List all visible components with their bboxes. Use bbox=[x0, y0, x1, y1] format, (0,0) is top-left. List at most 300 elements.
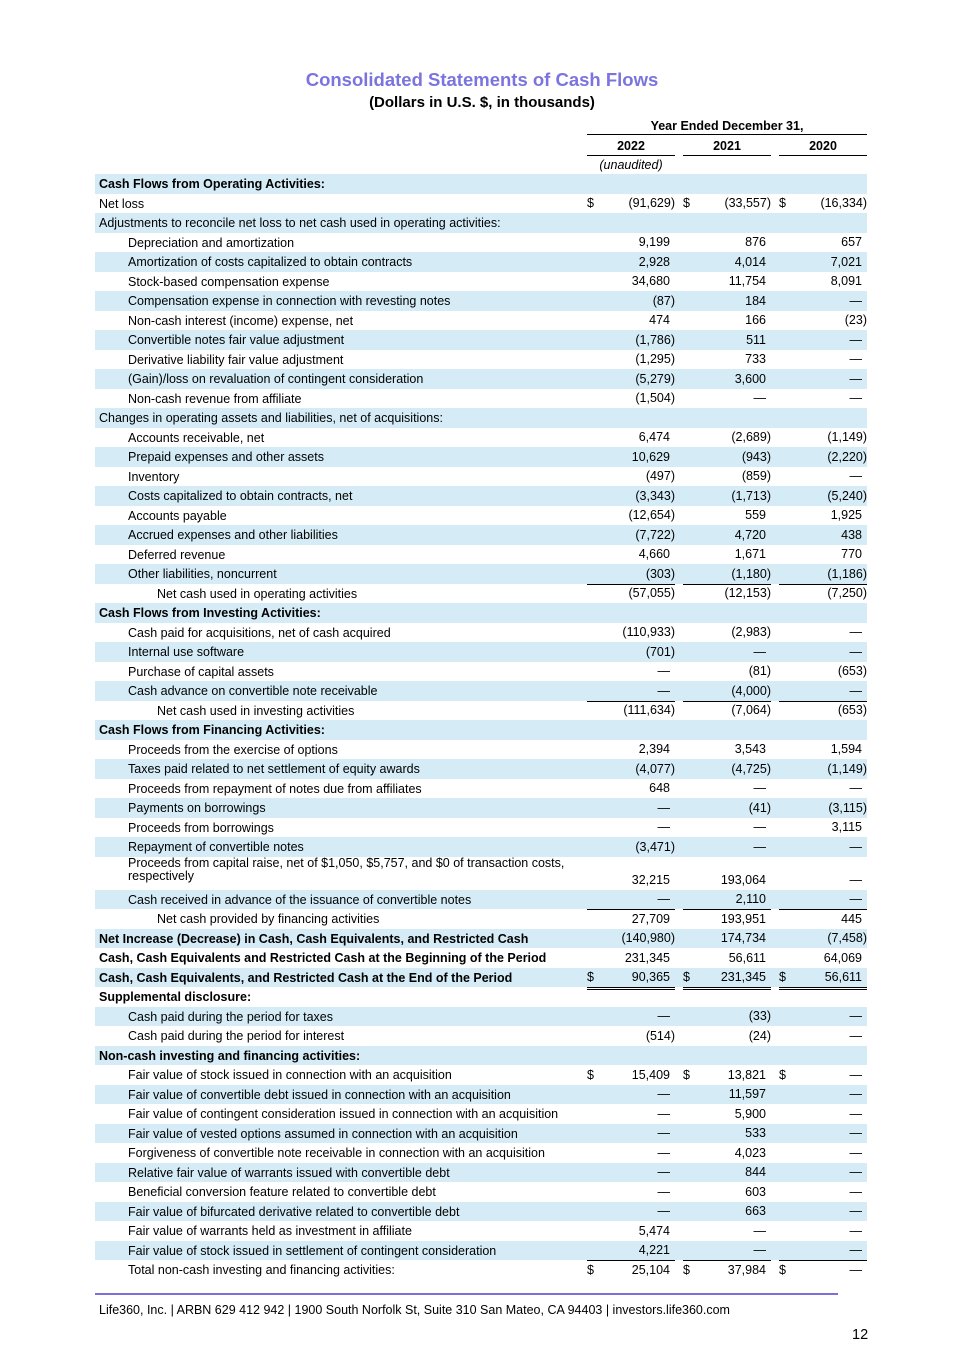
cell-value: 559 bbox=[745, 508, 766, 522]
table-row bbox=[95, 798, 867, 818]
value-cell bbox=[779, 1260, 867, 1280]
value-cell bbox=[779, 194, 867, 214]
cell-value: — bbox=[849, 1106, 862, 1121]
table-row bbox=[95, 890, 867, 910]
row-label: Fair value of bifurcated derivative related to convertible debt bbox=[128, 1204, 460, 1219]
row-label: Cash advance on convertible note receivable bbox=[128, 684, 378, 698]
cell-value: 1,594 bbox=[830, 742, 862, 756]
cell-value: — bbox=[849, 391, 862, 405]
cell-value: 166 bbox=[745, 313, 766, 327]
row-label: Inventory bbox=[128, 469, 180, 484]
cell-value: (4,077) bbox=[635, 761, 675, 776]
value-cell bbox=[779, 1143, 867, 1163]
footer-rule bbox=[95, 1293, 838, 1295]
table-row bbox=[95, 1202, 867, 1222]
row-label: Cash paid for acquisitions, net of cash acquired bbox=[128, 625, 391, 640]
row-label: Relative fair value of warrants issued with convertible debt bbox=[128, 1165, 450, 1180]
cell-value: (4,000) bbox=[731, 683, 771, 698]
table-row bbox=[95, 740, 867, 760]
cell-value: — bbox=[657, 1165, 670, 1179]
value-cell bbox=[683, 1026, 771, 1046]
row-label: Compensation expense in connection with revesting notes bbox=[128, 294, 451, 308]
row-label: Amortization of costs capitalized to obtain contracts bbox=[128, 255, 413, 269]
cell-value: — bbox=[753, 391, 766, 405]
value-cell bbox=[779, 948, 867, 969]
value-cell bbox=[587, 818, 675, 838]
table-row bbox=[95, 1085, 867, 1105]
cell-value: — bbox=[849, 371, 862, 386]
row-label: Cash received in advance of the issuance of convertible notes bbox=[128, 892, 472, 907]
row-label: Fair value of stock issued in settlement of contingent consideration bbox=[128, 1243, 497, 1258]
row-label: Other liabilities, noncurrent bbox=[128, 567, 277, 581]
value-cell bbox=[683, 564, 771, 585]
table-row bbox=[95, 272, 867, 292]
cell-value: (2,983) bbox=[731, 625, 771, 639]
value-cell bbox=[587, 798, 675, 818]
cell-value: 2,110 bbox=[735, 892, 766, 906]
cell-value: (2,689) bbox=[731, 430, 771, 444]
value-cell bbox=[779, 506, 867, 526]
cell-value: (4,725) bbox=[731, 761, 771, 776]
table-row bbox=[95, 1026, 867, 1046]
value-cell bbox=[779, 486, 867, 506]
cell-value: 15,409 bbox=[631, 1067, 670, 1082]
row-label: Proceeds from capital raise, net of $1,050, $5,757, and $0 of transaction costs, respectively bbox=[128, 855, 565, 883]
value-cell bbox=[587, 681, 675, 702]
cell-value: 876 bbox=[745, 235, 766, 249]
value-cell bbox=[779, 428, 867, 448]
cell-value: 32,215 bbox=[631, 872, 670, 887]
table-row bbox=[95, 818, 867, 838]
cell-value: (41) bbox=[748, 800, 771, 815]
value-cell bbox=[587, 545, 675, 565]
cell-value: 25,104 bbox=[631, 1262, 670, 1277]
cell-value: — bbox=[657, 1184, 670, 1199]
value-cell bbox=[779, 1202, 867, 1222]
value-cell bbox=[779, 929, 867, 949]
cell-value: 4,221 bbox=[638, 1243, 670, 1257]
cell-value: (81) bbox=[748, 664, 771, 678]
cell-value: — bbox=[657, 1087, 670, 1101]
cell-value: (12,654) bbox=[628, 508, 675, 522]
value-cell bbox=[779, 909, 867, 930]
value-cell bbox=[779, 564, 867, 585]
cell-value: 844 bbox=[745, 1165, 766, 1179]
cell-value: (653) bbox=[837, 703, 867, 717]
value-cell bbox=[683, 389, 771, 409]
value-cell bbox=[587, 662, 675, 682]
value-cell bbox=[683, 1163, 771, 1183]
value-cell bbox=[779, 740, 867, 760]
row-label: Payments on borrowings bbox=[128, 801, 266, 815]
value-cell bbox=[683, 798, 771, 818]
cell-value: 445 bbox=[841, 911, 862, 926]
cell-value: (1,295) bbox=[635, 352, 675, 366]
value-cell bbox=[683, 623, 771, 643]
value-cell bbox=[587, 759, 675, 779]
row-label: Costs capitalized to obtain contracts, net bbox=[128, 489, 353, 503]
cell-value: — bbox=[657, 1126, 670, 1140]
row-label: Cash paid during the period for taxes bbox=[128, 1009, 333, 1024]
row-label: Proceeds from the exercise of options bbox=[128, 742, 338, 757]
cell-value: 193,951 bbox=[720, 911, 766, 926]
row-label: Fair value of vested options assumed in connection with an acquisition bbox=[128, 1126, 518, 1141]
page-title: Consolidated Statements of Cash Flows bbox=[305, 69, 659, 90]
row-label: Cash paid during the period for interest bbox=[128, 1029, 345, 1043]
row-label: Deferred revenue bbox=[128, 547, 226, 562]
cell-value: — bbox=[753, 1223, 766, 1238]
cell-value: — bbox=[657, 1204, 670, 1218]
table-row bbox=[95, 1104, 867, 1124]
value-cell bbox=[587, 837, 675, 857]
cell-value: 4,023 bbox=[734, 1145, 766, 1160]
value-cell bbox=[587, 1260, 675, 1280]
value-cell bbox=[683, 642, 771, 662]
value-cell bbox=[683, 584, 771, 605]
value-cell bbox=[683, 252, 771, 272]
value-cell bbox=[683, 194, 771, 214]
value-cell bbox=[587, 194, 675, 214]
dollar-sign: $ bbox=[683, 1262, 690, 1277]
row-label: Accounts receivable, net bbox=[128, 430, 265, 445]
value-cell bbox=[779, 1182, 867, 1202]
value-cell bbox=[779, 623, 867, 643]
value-cell bbox=[683, 1065, 771, 1085]
cell-value: — bbox=[849, 1126, 862, 1140]
value-cell bbox=[587, 1182, 675, 1202]
dollar-sign: $ bbox=[683, 1067, 690, 1082]
value-cell bbox=[779, 798, 867, 818]
cell-value: (1,713) bbox=[731, 488, 771, 503]
value-cell bbox=[683, 506, 771, 526]
row-label: Cash, Cash Equivalents and Restricted Cash at the Beginning of the Period bbox=[99, 951, 547, 965]
row-label: Repayment of convertible notes bbox=[128, 840, 304, 854]
cell-value: (23) bbox=[844, 313, 867, 327]
value-cell bbox=[587, 252, 675, 272]
row-label: Net Increase (Decrease) in Cash, Cash Equivalents, and Restricted Cash bbox=[99, 931, 529, 946]
value-cell bbox=[683, 948, 771, 969]
table-row bbox=[95, 987, 867, 1007]
row-label: Changes in operating assets and liabilities, net of acquisitions: bbox=[99, 411, 443, 425]
cell-value: 56,611 bbox=[728, 950, 766, 965]
period-header: Year Ended December 31, bbox=[650, 119, 804, 133]
value-cell bbox=[779, 642, 867, 662]
table-row bbox=[95, 330, 867, 350]
value-cell bbox=[683, 447, 771, 467]
table-row bbox=[95, 1260, 867, 1280]
table-row bbox=[95, 1143, 867, 1163]
cell-value: — bbox=[849, 332, 862, 347]
value-cell bbox=[587, 233, 675, 253]
cell-value: 90,365 bbox=[631, 970, 670, 984]
value-cell bbox=[683, 1124, 771, 1144]
dollar-sign: $ bbox=[779, 970, 786, 984]
cell-value: 9,199 bbox=[638, 235, 670, 249]
value-cell bbox=[779, 701, 867, 722]
table-row bbox=[95, 486, 867, 506]
cell-value: — bbox=[849, 781, 862, 795]
table-row bbox=[95, 447, 867, 467]
value-cell bbox=[683, 1085, 771, 1105]
cell-value: (2,220) bbox=[827, 449, 867, 464]
page-subtitle: (Dollars in U.S. $, in thousands) bbox=[369, 94, 595, 111]
value-cell bbox=[683, 1182, 771, 1202]
value-cell bbox=[779, 1026, 867, 1046]
row-label: Cash Flows from Operating Activities: bbox=[99, 177, 325, 191]
value-cell bbox=[587, 948, 675, 969]
cell-value: (91,629) bbox=[628, 196, 675, 210]
value-cell bbox=[587, 350, 675, 370]
value-cell bbox=[779, 1065, 867, 1085]
cell-value: (110,933) bbox=[622, 625, 675, 639]
value-cell bbox=[587, 909, 675, 930]
row-label: Net cash used in investing activities bbox=[157, 703, 355, 718]
value-cell bbox=[779, 350, 867, 370]
table-row bbox=[95, 350, 867, 370]
value-cell bbox=[779, 890, 867, 911]
cell-value: 184 bbox=[745, 293, 766, 308]
cell-value: 2,928 bbox=[638, 254, 670, 269]
value-cell bbox=[683, 701, 771, 722]
table-row bbox=[95, 233, 867, 253]
value-cell bbox=[587, 701, 675, 722]
cell-value: (87) bbox=[652, 293, 675, 308]
table-row bbox=[95, 642, 867, 662]
value-cell bbox=[587, 311, 675, 331]
cell-value: (1,504) bbox=[635, 391, 675, 405]
cell-value: 174,734 bbox=[720, 931, 766, 945]
value-cell bbox=[587, 779, 675, 799]
value-cell bbox=[683, 525, 771, 545]
cell-value: (33,557) bbox=[724, 196, 771, 210]
cell-value: (653) bbox=[837, 664, 867, 678]
table-row bbox=[95, 720, 867, 740]
dollar-sign: $ bbox=[779, 196, 786, 210]
row-label: Supplemental disclosure: bbox=[99, 990, 252, 1004]
cell-value: 193,064 bbox=[720, 872, 766, 887]
row-label: Forgiveness of convertible note receivable in connection with an acquisition bbox=[128, 1146, 545, 1160]
table-row bbox=[95, 662, 867, 682]
cell-value: — bbox=[849, 1009, 862, 1023]
cell-value: (140,980) bbox=[621, 931, 675, 945]
value-cell bbox=[779, 1104, 867, 1124]
value-cell bbox=[683, 369, 771, 389]
cell-value: (701) bbox=[645, 644, 675, 659]
value-cell bbox=[779, 233, 867, 253]
value-cell bbox=[683, 1202, 771, 1222]
cell-value: — bbox=[849, 644, 862, 659]
value-cell bbox=[587, 1124, 675, 1144]
value-cell bbox=[587, 506, 675, 526]
table-row bbox=[95, 1182, 867, 1202]
value-cell bbox=[587, 623, 675, 643]
value-cell bbox=[587, 929, 675, 949]
value-cell bbox=[683, 909, 771, 930]
table-row bbox=[95, 389, 867, 409]
cell-value: — bbox=[657, 683, 670, 698]
value-cell bbox=[587, 272, 675, 292]
row-label: Fair value of contingent consideration issued in connection with an acquisition bbox=[128, 1107, 559, 1121]
table-row bbox=[95, 701, 867, 721]
footer-text: Life360, Inc. | ARBN 629 412 942 | 1900 South Norfolk St, Suite 310 San Mateo, CA 94403 | investors.life360.com bbox=[99, 1303, 730, 1317]
cell-value: — bbox=[657, 820, 670, 834]
value-cell bbox=[683, 311, 771, 331]
value-cell bbox=[683, 486, 771, 506]
row-label: Proceeds from borrowings bbox=[128, 820, 274, 835]
table-row bbox=[95, 759, 867, 779]
value-cell bbox=[683, 1104, 771, 1124]
row-label: Fair value of warrants held as investment in affiliate bbox=[128, 1224, 412, 1238]
cell-value: 8,091 bbox=[830, 274, 862, 288]
value-cell bbox=[779, 272, 867, 292]
row-label: Derivative liability fair value adjustment bbox=[128, 352, 344, 367]
cell-value: 10,629 bbox=[631, 449, 670, 464]
cell-value: (3,115) bbox=[828, 800, 867, 815]
value-cell bbox=[779, 1124, 867, 1144]
cell-value: (12,153) bbox=[724, 586, 771, 600]
cell-value: 5,474 bbox=[638, 1223, 670, 1238]
dollar-sign: $ bbox=[587, 1067, 594, 1082]
cell-value: — bbox=[849, 1028, 862, 1043]
table-row bbox=[95, 525, 867, 545]
row-label: Net loss bbox=[99, 196, 145, 211]
cell-value: — bbox=[849, 625, 862, 639]
cell-value: — bbox=[657, 1009, 670, 1023]
value-cell bbox=[779, 1007, 867, 1027]
dollar-sign: $ bbox=[683, 196, 690, 210]
cell-value: — bbox=[849, 352, 862, 366]
table-row bbox=[95, 929, 867, 949]
value-cell bbox=[587, 1163, 675, 1183]
cell-value: — bbox=[849, 1165, 862, 1179]
cell-value: (514) bbox=[645, 1028, 675, 1043]
table-row bbox=[95, 1046, 867, 1066]
cell-value: — bbox=[657, 800, 670, 815]
table-row bbox=[95, 603, 867, 623]
value-cell bbox=[587, 291, 675, 311]
cell-value: 2,394 bbox=[638, 742, 670, 756]
cell-value: 11,597 bbox=[728, 1087, 766, 1101]
cell-value: (303) bbox=[645, 566, 675, 581]
table-row bbox=[95, 1007, 867, 1027]
row-label: Accounts payable bbox=[128, 508, 227, 523]
value-cell bbox=[587, 389, 675, 409]
table-row bbox=[95, 623, 867, 643]
cell-value: (1,786) bbox=[635, 332, 675, 347]
cell-value: 1,925 bbox=[830, 508, 862, 522]
value-cell bbox=[779, 545, 867, 565]
value-cell bbox=[683, 818, 771, 838]
year-header-2021: 2021 bbox=[683, 139, 771, 156]
cell-value: — bbox=[849, 293, 862, 308]
cell-value: 64,069 bbox=[823, 950, 862, 965]
cell-value: — bbox=[849, 892, 862, 906]
cell-value: 37,984 bbox=[727, 1262, 766, 1277]
value-cell bbox=[683, 272, 771, 292]
table-row bbox=[95, 948, 867, 968]
value-cell bbox=[779, 779, 867, 799]
cell-value: 27,709 bbox=[631, 911, 670, 926]
value-cell bbox=[683, 1221, 771, 1241]
cell-value: 657 bbox=[841, 235, 862, 249]
table-row bbox=[95, 311, 867, 331]
table-row bbox=[95, 1124, 867, 1144]
cell-value: 663 bbox=[745, 1204, 766, 1218]
row-label: Non-cash interest (income) expense, net bbox=[128, 313, 354, 328]
cell-value: — bbox=[657, 664, 670, 678]
cell-value: 11,754 bbox=[728, 274, 766, 288]
row-label: Cash Flows from Investing Activities: bbox=[99, 606, 321, 620]
value-cell bbox=[779, 525, 867, 545]
value-cell bbox=[683, 1241, 771, 1262]
cell-value: (1,180) bbox=[731, 566, 771, 581]
table-row bbox=[95, 467, 867, 487]
value-cell bbox=[587, 330, 675, 350]
cell-value: 231,345 bbox=[720, 970, 766, 984]
value-cell bbox=[683, 929, 771, 949]
value-cell bbox=[779, 1221, 867, 1241]
cell-value: 474 bbox=[649, 313, 670, 327]
dollar-sign: $ bbox=[779, 1067, 786, 1082]
cell-value: 7,021 bbox=[830, 254, 862, 269]
value-cell bbox=[587, 1202, 675, 1222]
value-cell bbox=[779, 447, 867, 467]
value-cell bbox=[587, 642, 675, 662]
cell-value: (3,471) bbox=[635, 839, 675, 854]
value-cell bbox=[779, 681, 867, 702]
value-cell bbox=[587, 1065, 675, 1085]
value-cell bbox=[779, 1085, 867, 1105]
cell-value: (3,343) bbox=[635, 488, 675, 503]
value-cell bbox=[587, 584, 675, 605]
cell-value: (943) bbox=[741, 449, 771, 464]
table-row bbox=[95, 291, 867, 311]
table-row bbox=[95, 506, 867, 526]
table-row bbox=[95, 1221, 867, 1241]
value-cell bbox=[587, 890, 675, 911]
cell-value: — bbox=[753, 644, 766, 659]
value-cell bbox=[587, 486, 675, 506]
cell-value: — bbox=[849, 1067, 862, 1082]
value-cell bbox=[683, 740, 771, 760]
value-cell bbox=[683, 1260, 771, 1280]
table-row bbox=[95, 1241, 867, 1261]
table-row bbox=[95, 1065, 867, 1085]
cell-value: (7,722) bbox=[635, 527, 675, 542]
value-cell bbox=[683, 330, 771, 350]
table-row bbox=[95, 174, 867, 194]
cell-value: (1,149) bbox=[827, 430, 867, 444]
value-cell bbox=[683, 759, 771, 779]
row-label: Fair value of stock issued in connection with an acquisition bbox=[128, 1068, 452, 1082]
value-cell bbox=[779, 369, 867, 389]
cell-value: — bbox=[849, 1087, 862, 1101]
cell-value: 4,720 bbox=[734, 527, 766, 542]
cell-value: — bbox=[849, 872, 862, 887]
value-cell bbox=[683, 350, 771, 370]
value-cell bbox=[587, 857, 675, 890]
page-number: 12 bbox=[852, 1327, 869, 1343]
row-label: Internal use software bbox=[128, 645, 245, 659]
value-cell bbox=[587, 740, 675, 760]
value-cell bbox=[779, 662, 867, 682]
value-cell bbox=[779, 857, 867, 890]
value-cell bbox=[683, 1007, 771, 1027]
year-header-2022: 2022 bbox=[587, 139, 675, 156]
row-label: Depreciation and amortization bbox=[128, 235, 295, 250]
value-cell bbox=[683, 428, 771, 448]
cell-value: 770 bbox=[841, 547, 862, 561]
